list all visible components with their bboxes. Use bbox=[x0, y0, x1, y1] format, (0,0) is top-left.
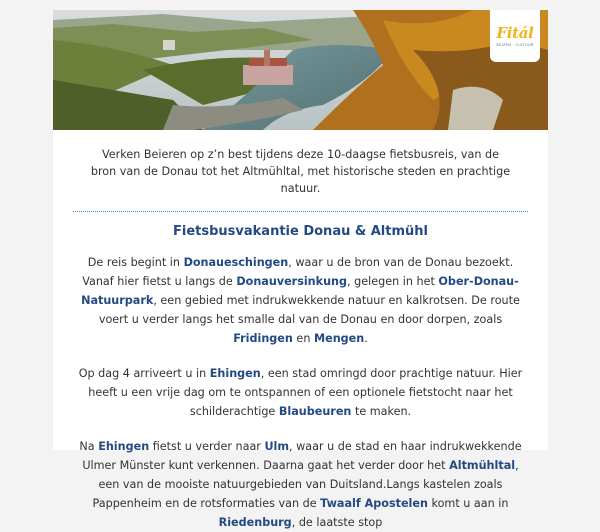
paragraph-text: en bbox=[292, 332, 314, 345]
paragraph-text: , een gebied met indrukwekkende natuur en kalkrotsen. De route voert u verder langs het smalle dal van de Donau en door dorpen, zoals bbox=[98, 294, 520, 326]
email-body bbox=[53, 10, 548, 529]
paragraph-text: komt u aan in bbox=[427, 497, 509, 510]
itinerary-paragraph bbox=[75, 364, 526, 421]
intro-text: Verken Beieren op z’n best tijdens deze 10-daagse fietsbusreis, van de bron van de Donau tot het Altmühltal, met historische steden en prachtige natuur. bbox=[90, 148, 511, 195]
place-name-link[interactable]: Blaubeuren bbox=[278, 405, 352, 418]
paragraph-text: Op dag 4 arriveert u in bbox=[78, 367, 210, 380]
place-name-link[interactable]: Ulm bbox=[264, 440, 290, 453]
itinerary-paragraph bbox=[75, 253, 526, 348]
place-name-link[interactable]: Fridingen bbox=[233, 332, 293, 345]
logo-tagline: REIZEN · CULTUUR bbox=[496, 42, 534, 47]
paragraph-text: , een van de mooiste natuurgebieden van Duitsland.Langs kastelen zoals Pappenheim en de rotsformaties van de bbox=[92, 459, 519, 510]
paragraph-text: , gelegen in het bbox=[347, 275, 439, 288]
paragraph-text: , een stad omringd door prachtige natuur. Hier heeft u een vrije dag om te ontspannen of een optionele fietstocht naar het schilderachtige bbox=[88, 367, 523, 418]
place-name-link[interactable]: Riedenburg bbox=[218, 516, 292, 529]
place-name-link[interactable]: Altmühltal bbox=[449, 459, 516, 472]
paragraph-text: fietst u verder naar bbox=[149, 440, 265, 453]
hero-landscape-illustration bbox=[53, 10, 548, 130]
paragraph-text: , waar u de bron van de Donau bezoekt. Vanaf hier fietst u langs de bbox=[82, 256, 514, 288]
paragraph-text: , de laatste stop bbox=[291, 516, 383, 529]
itinerary-paragraph bbox=[75, 437, 526, 532]
itinerary-paragraphs bbox=[53, 253, 548, 532]
fital-logo[interactable] bbox=[490, 10, 540, 62]
dotted-divider bbox=[73, 211, 528, 212]
paragraph-text: . bbox=[364, 332, 368, 345]
place-name-link[interactable]: Ehingen bbox=[209, 367, 261, 380]
place-name-link[interactable]: Mengen bbox=[313, 332, 365, 345]
place-name-link[interactable]: Donauversinkung bbox=[236, 275, 348, 288]
paragraph-text: Na bbox=[79, 440, 99, 453]
paragraph-text: De reis begint in bbox=[87, 256, 184, 269]
place-name-link[interactable]: Ober-Donau-Natuurpark bbox=[81, 275, 519, 307]
section-title: Fietsbusvakantie Donau & Altmühl bbox=[173, 224, 428, 239]
place-name-link[interactable]: Ehingen bbox=[98, 440, 150, 453]
logo-wordmark: Fitál bbox=[496, 23, 534, 42]
place-name-link[interactable]: Donaueschingen bbox=[183, 256, 289, 269]
paragraph-text: , waar u de stad en haar indrukwekkende Ulmer Münster kunt verkennen. Daarna gaat het verder door het bbox=[82, 440, 522, 472]
paragraph-text: te maken. bbox=[351, 405, 412, 418]
place-name-link[interactable]: Twaalf Apostelen bbox=[320, 497, 428, 510]
hero-image[interactable] bbox=[53, 10, 548, 130]
